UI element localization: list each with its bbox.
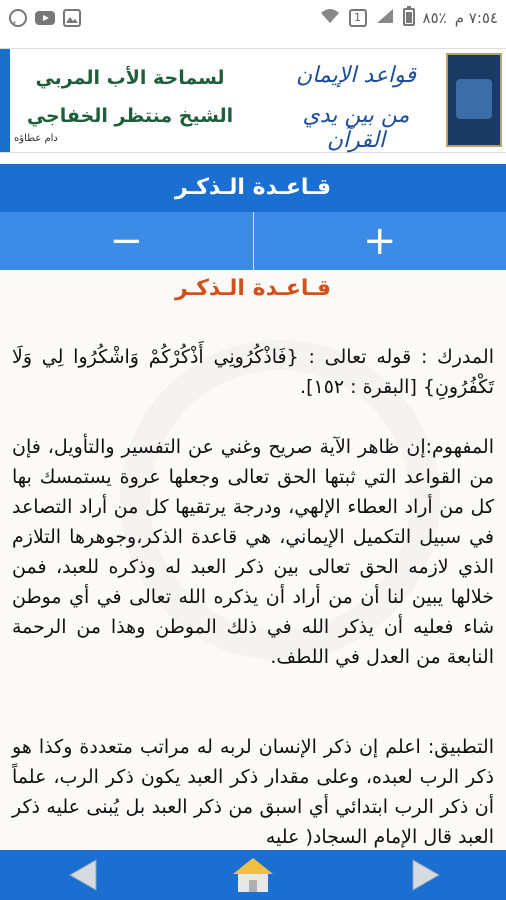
battery-icon	[403, 6, 415, 30]
page-title: قـاعـدة الـذكـر	[0, 164, 506, 212]
bottom-navigation	[0, 850, 506, 900]
status-left	[8, 8, 82, 32]
status-right	[319, 6, 498, 30]
status-time: ٧:٥٤ م	[454, 9, 498, 27]
paragraph-source: المدرك : قوله تعالى : {فَاذْكُرُونِي أَذْكُرْكُمْ وَاشْكُرُوا لِي وَلَا تَكْفُرُونِ} [البقرة : ١٥٢].	[12, 346, 494, 398]
author-line1: لسماحة الأب المربي	[35, 67, 225, 89]
image-icon	[62, 8, 82, 32]
zoom-in-button[interactable]: +	[362, 218, 397, 264]
article-content[interactable]	[0, 270, 506, 850]
home-icon[interactable]	[229, 856, 277, 894]
signal-icon	[375, 7, 395, 29]
sim-badge: 1	[349, 9, 367, 27]
logo-emblem	[456, 79, 492, 119]
paragraph-application: التطبيق: اعلم إن ذكر الإنسان لربه له مراتب متعددة وكذا هو ذكر الرب لعبده، وعلى مقدار ذكر العبد يكون ذكر الرب، علماً أن ذكر الرب ابتدائي أي اسبق من ذكر العبد بل يُبنى عليه ذكر العبد قال الإمام السجاد( عليه	[12, 736, 494, 848]
book-cover-logo	[446, 53, 502, 147]
whatsapp-icon	[8, 8, 28, 32]
article-title: قـاعـدة الـذكـر	[174, 276, 332, 301]
wifi-icon	[319, 7, 341, 29]
zoom-out-button[interactable]: −	[0, 212, 254, 270]
battery-percent: ٨٥٪	[422, 9, 447, 27]
banner-accent	[0, 49, 10, 152]
book-title-line2: من بين يدي القرآن	[302, 103, 410, 153]
next-arrow-icon[interactable]	[405, 856, 445, 894]
prev-arrow-icon[interactable]	[64, 856, 104, 894]
youtube-icon	[34, 9, 56, 31]
paragraph-concept: المفهوم:إن ظاهر الآية صريح وغني عن التفسير والتأويل، فإن من القواعد التي ثبتها الحق تعالى وجعلها عروة يستمسك بها كل من أراد العطاء الإلهي، ودرجة يرتقيها كل من أراد التصاعد في سبيل التكميل الإيماني، هي قاعدة الذكر،وجوهرها التلازم الذي لازمه الحق تعالى بين ذكر العبد له وذكره للعبد، فمن خلالها يبين لنا أن من أراد أن يذكره الله تعالى في أي موطن شاء فعليه أن يذكر الله في ذلك الموطن وهذا من الرحمة النابعة من العدل في اللطف.	[12, 436, 494, 668]
app-banner	[0, 48, 506, 153]
status-bar	[0, 0, 506, 36]
book-title-line1: قواعد الإيمان	[295, 63, 417, 88]
zoom-bar	[0, 212, 506, 270]
author-line2: الشيخ منتظر الخفاجي	[26, 105, 234, 127]
author-signature: دام عطاؤه	[14, 133, 58, 144]
